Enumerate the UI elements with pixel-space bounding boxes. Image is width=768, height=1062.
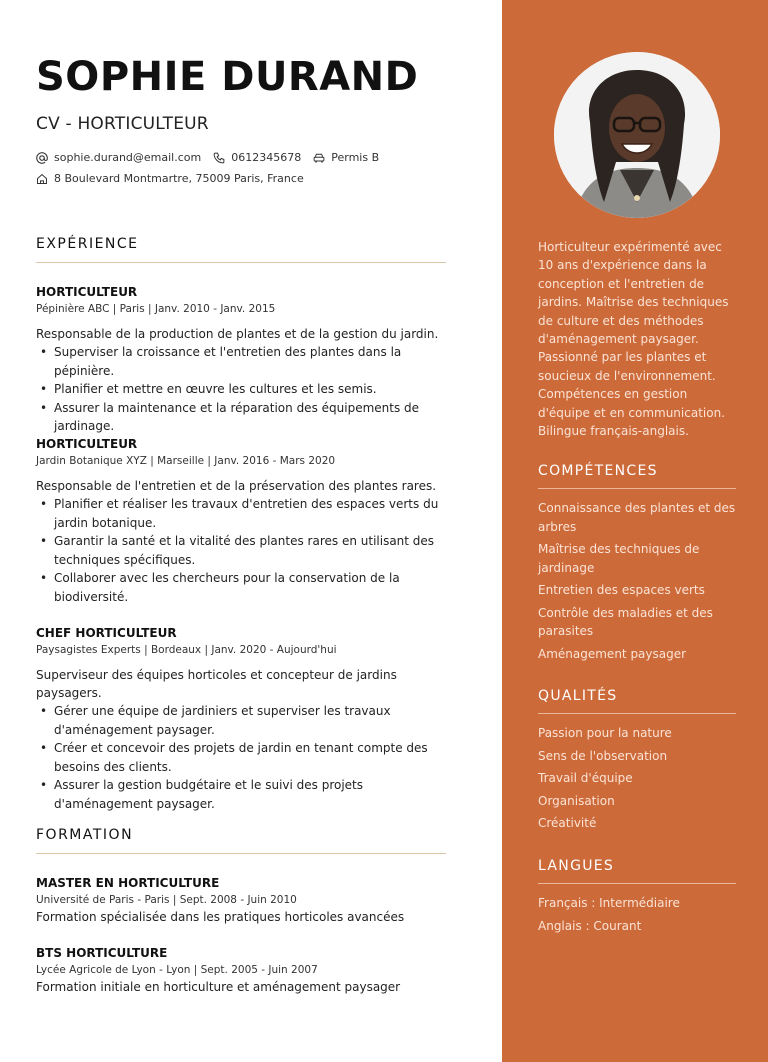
education-item-1 [36,876,446,924]
contact-email[interactable] [36,151,201,164]
job-3 [36,626,446,813]
contact-row-2 [36,172,316,185]
phone-icon [213,152,225,164]
experience-section [36,236,446,263]
list-item: Aménagement paysager [538,646,687,661]
job-meta: Paysagistes Experts | Bordeaux | Janv. 2020 - Aujourd'hui [36,644,337,656]
list-item: • Assurer la maintenance et la réparation des équipements de jardinage. [36,399,446,436]
license-text: Permis B [331,151,380,164]
degree-meta: Université de Paris - Paris | Sept. 2008 - Juin 2010 [36,894,297,906]
list-item: Organisation [538,793,615,808]
education-section [36,827,446,854]
job-title: HORTICULTEUR [36,285,138,299]
job-2 [36,437,446,606]
section-title-skills: COMPÉTENCES [538,463,736,489]
list-item: Entretien des espaces verts [538,583,705,597]
email-text: sophie.durand@email.com [54,151,202,164]
job-description: Responsable de l'entretien et de la préservation des plantes rares. [36,479,437,493]
job-title: HORTICULTEUR [36,437,138,451]
section-title-languages: LANGUES [538,858,736,884]
qualities-list [538,724,736,833]
job-meta: Pépinière ABC | Paris | Janv. 2010 - Janv. 2015 [36,303,276,315]
degree-meta: Lycée Agricole de Lyon - Lyon | Sept. 2005 - Juin 2007 [36,964,318,976]
list-item: • Garantir la santé et la vitalité des plantes rares en utilisant des techniques spécifiques. [36,532,446,569]
list-item: • Créer et concevoir des projets de jardin en tenant compte des besoins des clients. [36,739,446,776]
candidate-name: SOPHIE DURAND [36,54,419,100]
list-item: • Planifier et réaliser les travaux d'entretien des espaces verts du jardin botanique. [36,495,446,532]
job-meta: Jardin Botanique XYZ | Marseille | Janv. 2016 - Mars 2020 [36,455,336,467]
job-description: Superviseur des équipes horticoles et concepteur de jardins paysagers. [36,668,397,700]
languages-section [538,858,736,939]
contact-license [313,151,379,164]
cv-subtitle: CV - HORTICULTEUR [36,114,209,134]
job-bullets [36,702,446,813]
car-icon [313,152,325,164]
profile-summary: Horticulteur expérimenté avec 10 ans d'expérience dans la conception et l'entretien de jardins. Maîtrise des techniques de culture et des méthodes d'aménagement paysager. Passionné par les plantes et soucieux de l'environnement. Compétences en gestion d'équipe et en communication. Bilingue français-anglais. [538,240,729,439]
list-item: Passion pour la nature [538,726,672,740]
list-item: Contrôle des maladies et des parasites [538,605,713,638]
phone-text: 0612345678 [231,151,302,164]
list-item: • Gérer une équipe de jardiniers et superviser les travaux d'aménagement paysager. [36,702,446,739]
degree-description: Formation initiale en horticulture et aménagement paysager [36,980,401,994]
contact-address [36,172,304,185]
section-title-experience: EXPÉRIENCE [36,236,446,263]
section-title-qualities: QUALITÉS [538,688,736,714]
profile-photo [554,52,720,218]
degree-title: BTS HORTICULTURE [36,946,168,960]
list-item: Français : Intermédiaire [538,896,680,910]
list-item: Travail d'équipe [538,771,633,785]
home-icon [36,173,48,185]
list-item: Connaissance des plantes et des arbres [538,501,736,534]
contact-row-1 [36,151,391,164]
section-title-education: FORMATION [36,827,446,854]
degree-description: Formation spécialisée dans les pratiques horticoles avancées [36,910,405,924]
qualities-section [538,688,736,837]
contact-phone[interactable] [213,151,301,164]
job-title: CHEF HORTICULTEUR [36,626,177,640]
avatar-illustration [554,52,720,218]
list-item: • Planifier et mettre en œuvre les cultures et les semis. [36,380,446,399]
job-bullets [36,495,446,606]
list-item: • Collaborer avec les chercheurs pour la conservation de la biodiversité. [36,569,446,606]
job-1 [36,285,446,436]
list-item: Sens de l'observation [538,748,668,763]
degree-title: MASTER EN HORTICULTURE [36,876,220,890]
list-item: • Superviser la croissance et l'entretien des plantes dans la pépinière. [36,343,446,380]
list-item: Anglais : Courant [538,918,642,933]
list-item: • Assurer la gestion budgétaire et le suivi des projets d'aménagement paysager. [36,776,446,813]
job-description: Responsable de la production de plantes et de la gestion du jardin. [36,327,439,341]
at-icon [36,152,48,164]
skills-section [538,463,736,667]
list-item: Créativité [538,816,597,830]
languages-list [538,894,736,935]
education-item-2 [36,946,446,994]
job-bullets [36,343,446,436]
address-text: 8 Boulevard Montmartre, 75009 Paris, France [54,172,304,185]
skills-list [538,499,736,663]
list-item: Maîtrise des techniques de jardinage [538,542,700,575]
